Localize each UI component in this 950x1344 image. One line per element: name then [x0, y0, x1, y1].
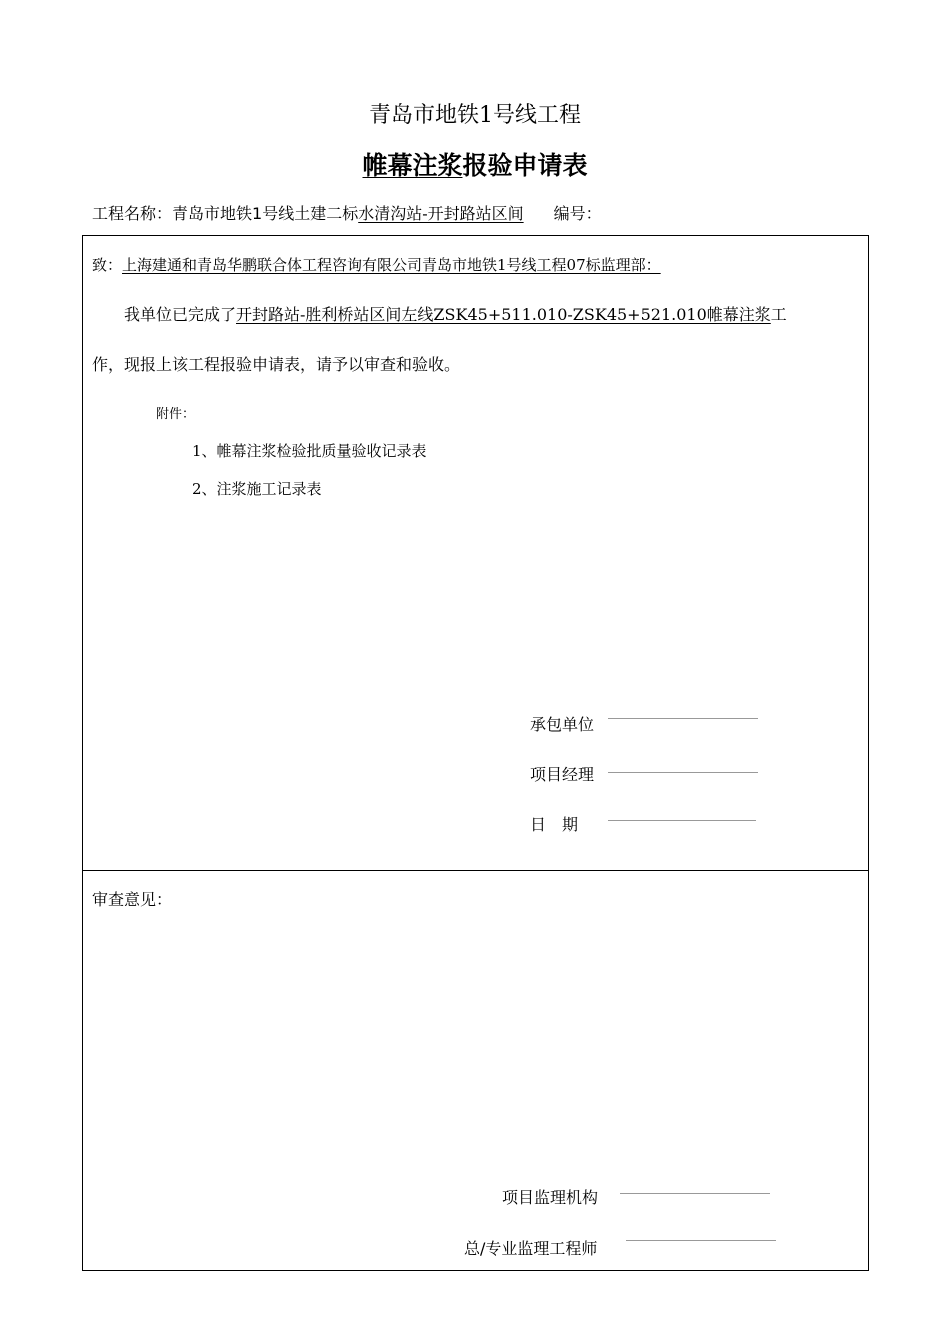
- attachments-label: 附件：: [156, 407, 196, 422]
- application-section: [82, 235, 869, 871]
- supervision-org-signature-line: [620, 1193, 770, 1194]
- project-name-label: 工程名称：: [92, 204, 173, 223]
- project-manager-label: 项目经理: [530, 765, 595, 784]
- body-prefix: 我单位已完成了: [124, 305, 237, 324]
- date-label: 日 期: [530, 815, 579, 834]
- body-suffix: 工: [770, 305, 787, 324]
- recipient-name: 上海建通和青岛华鹏联合体工程咨询有限公司青岛市地铁1号线工程07标监理部：: [122, 256, 661, 274]
- supervision-org-label: 项目监理机构: [502, 1188, 599, 1207]
- recipient-line: [92, 254, 661, 275]
- project-name-plain: 青岛市地铁1号线土建二标: [172, 204, 359, 223]
- completed-work: 开封路站-胜利桥站区间左线ZSK45+511.010-ZSK45+521.010帷幕注浆: [236, 305, 771, 324]
- project-manager-signature-line: [608, 772, 758, 773]
- project-name-section: 水清沟站-开封路站区间: [358, 204, 524, 223]
- review-opinion-label: 审查意见：: [92, 890, 173, 909]
- contractor-signature-line: [608, 718, 758, 719]
- application-body-line-2: 作，现报上该工程报验申请表，请予以审查和验收。: [92, 355, 461, 374]
- date-signature-line: [608, 820, 756, 821]
- form-title: [0, 146, 950, 182]
- contractor-label: 承包单位: [530, 715, 595, 734]
- attachment-item: 1、帷幕注浆检验批质量验收记录表: [192, 442, 427, 460]
- form-title-underlined: 帷幕注浆: [362, 151, 463, 180]
- document-title: 青岛市地铁1号线工程: [369, 103, 581, 128]
- supervision-engineer-label: 总/专业监理工程师: [464, 1239, 598, 1258]
- supervision-engineer-signature-line: [626, 1240, 776, 1241]
- form-number-label: 编号：: [553, 204, 602, 223]
- recipient-label: 致：: [92, 256, 123, 274]
- project-name-line: [92, 201, 602, 224]
- attachment-item: 2、注浆施工记录表: [192, 480, 322, 498]
- form-title-rest: 报验申请表: [462, 151, 588, 180]
- review-section: [82, 870, 869, 1271]
- application-body-line-1: [124, 302, 787, 325]
